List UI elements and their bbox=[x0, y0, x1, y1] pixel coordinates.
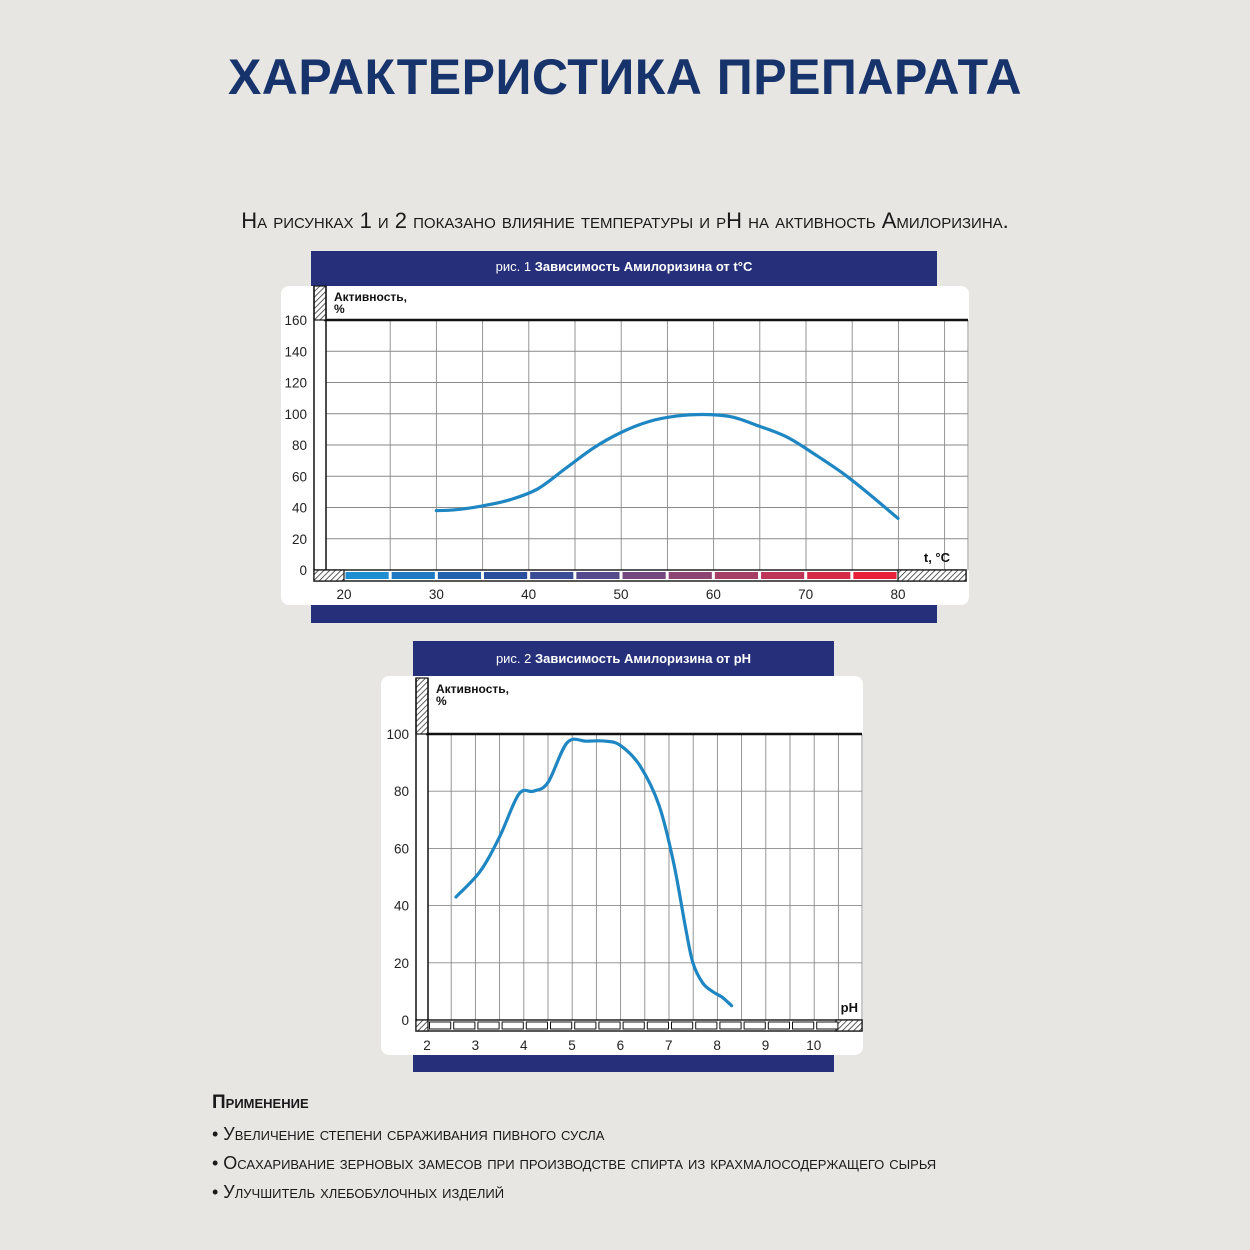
chart1-caption-title: Зависимость Амилоризина от t°C bbox=[534, 259, 753, 274]
y-tick-label: 0 bbox=[299, 563, 307, 578]
chart1-caption-prefix: рис. 1 bbox=[495, 259, 532, 274]
x-axis-hatch-right bbox=[898, 570, 966, 581]
x-axis-segment bbox=[575, 1022, 596, 1029]
x-axis-title: t, °C bbox=[923, 550, 950, 565]
y-tick-label: 160 bbox=[284, 313, 307, 328]
x-axis-segment bbox=[672, 1022, 693, 1029]
intro-text: На рисунках 1 и 2 показано влияние температуры и pH на активность Амилоризина. bbox=[241, 208, 1009, 233]
y-tick-label: 120 bbox=[284, 375, 307, 391]
x-tick-label: 7 bbox=[665, 1038, 673, 1053]
y-axis-hatch bbox=[314, 286, 326, 320]
chart2-caption-title: Зависимость Амилоризина от pH bbox=[535, 651, 752, 666]
y-tick-label: 20 bbox=[393, 955, 409, 971]
x-tick-label: 30 bbox=[428, 587, 444, 602]
y-tick-label: 100 bbox=[386, 727, 409, 742]
x-axis-segment bbox=[526, 1022, 547, 1029]
application-item: • Увеличение степени сбраживания пивного сусла bbox=[212, 1124, 605, 1144]
x-tick-label: 2 bbox=[423, 1038, 431, 1053]
x-tick-label: 9 bbox=[761, 1038, 770, 1053]
x-axis-segment bbox=[530, 572, 573, 579]
x-axis-segment bbox=[744, 1022, 765, 1029]
x-tick-label: 8 bbox=[713, 1038, 721, 1053]
chart1 bbox=[284, 286, 968, 602]
x-axis-title: pH bbox=[840, 1000, 858, 1015]
y-tick-label: 80 bbox=[291, 438, 307, 453]
x-tick-label: 5 bbox=[568, 1038, 576, 1053]
page-title: ХАРАКТЕРИСТИКА ПРЕПАРАТА bbox=[227, 49, 1023, 105]
x-axis-segment bbox=[647, 1022, 668, 1029]
y-tick-label: 140 bbox=[284, 344, 307, 360]
x-axis-segment bbox=[454, 1022, 475, 1029]
x-axis-segment bbox=[761, 572, 804, 579]
x-axis-hatch-left bbox=[416, 1020, 428, 1031]
y-tick-label: 40 bbox=[291, 500, 307, 516]
y-axis-title-unit: % bbox=[436, 694, 447, 708]
x-axis-segment bbox=[599, 1022, 620, 1029]
x-axis-segment bbox=[576, 572, 619, 579]
x-axis-segment bbox=[623, 572, 666, 579]
x-axis-segment bbox=[715, 572, 758, 579]
application-item: • Осахаривание зерновых замесов при производстве спирта из крахмалосодержащего сырья bbox=[212, 1153, 937, 1173]
y-tick-label: 60 bbox=[393, 841, 409, 857]
x-tick-label: 60 bbox=[705, 587, 721, 602]
y-axis-hatch bbox=[416, 678, 428, 734]
application-item: • Улучшитель хлебобулочных изделий bbox=[212, 1182, 505, 1202]
y-tick-label: 20 bbox=[291, 531, 307, 547]
y-axis-title: Активность, bbox=[436, 682, 509, 696]
y-tick-label: 100 bbox=[284, 406, 307, 422]
x-tick-label: 80 bbox=[890, 587, 906, 602]
x-axis-segment bbox=[478, 1022, 499, 1029]
x-axis-hatch-right bbox=[836, 1020, 862, 1031]
series-line bbox=[456, 739, 732, 1006]
x-axis-segment bbox=[793, 1022, 814, 1029]
x-tick-label: 3 bbox=[471, 1038, 480, 1053]
x-tick-label: 6 bbox=[616, 1038, 625, 1053]
x-axis-segment bbox=[768, 1022, 789, 1029]
x-tick-label: 50 bbox=[613, 587, 629, 602]
x-axis-segment bbox=[484, 572, 527, 579]
applications-heading: Применение bbox=[212, 1092, 309, 1113]
x-axis-segment bbox=[430, 1022, 451, 1029]
x-axis-segment bbox=[623, 1022, 644, 1029]
y-tick-label: 40 bbox=[393, 898, 409, 914]
x-axis-segment bbox=[853, 572, 896, 579]
y-tick-label: 0 bbox=[401, 1013, 409, 1028]
x-axis-segment bbox=[502, 1022, 523, 1029]
x-tick-label: 70 bbox=[798, 587, 814, 602]
chart2 bbox=[386, 678, 862, 1053]
x-axis-segment bbox=[346, 572, 389, 579]
y-tick-label: 80 bbox=[393, 784, 409, 800]
x-axis-segment bbox=[669, 572, 712, 579]
x-tick-label: 10 bbox=[806, 1038, 822, 1053]
x-axis-segment bbox=[720, 1022, 741, 1029]
x-axis-segment bbox=[817, 1022, 838, 1029]
x-tick-label: 40 bbox=[521, 587, 537, 602]
x-tick-label: 4 bbox=[519, 1038, 528, 1053]
y-axis-title-unit: % bbox=[334, 302, 345, 316]
applications bbox=[212, 1092, 936, 1207]
x-axis-hatch-left bbox=[314, 570, 344, 581]
x-axis-segment bbox=[696, 1022, 717, 1029]
chart2-caption-prefix: рис. 2 bbox=[495, 651, 532, 666]
x-axis-segment bbox=[438, 572, 481, 579]
x-axis-segment bbox=[807, 572, 850, 579]
y-tick-label: 60 bbox=[291, 469, 307, 485]
y-axis-title: Активность, bbox=[334, 290, 407, 304]
x-tick-label: 20 bbox=[336, 587, 352, 602]
x-axis-segment bbox=[392, 572, 435, 579]
x-axis-segment bbox=[551, 1022, 572, 1029]
